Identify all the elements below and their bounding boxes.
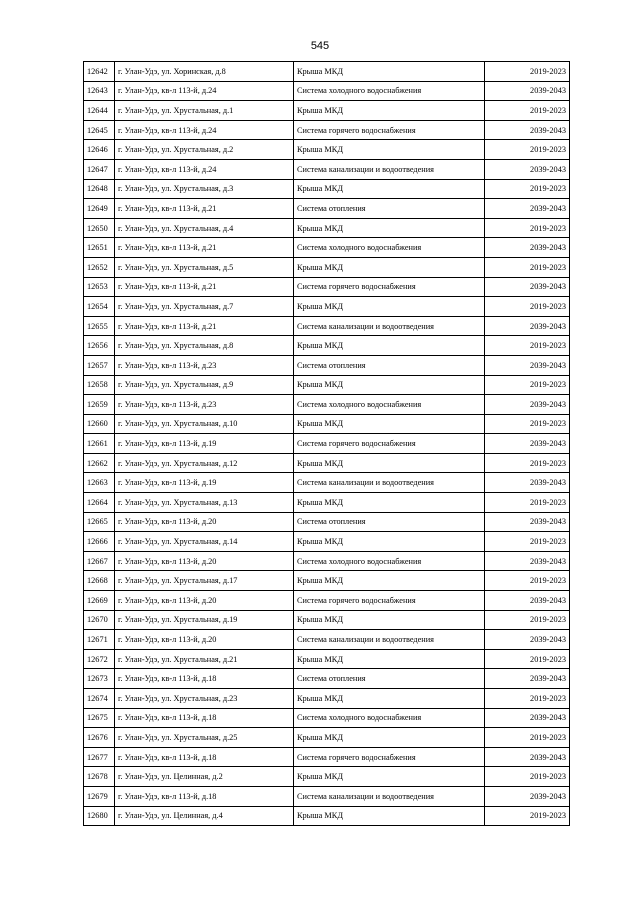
- address-cell: г. Улан-Удэ, ул. Хрустальная, д.8: [115, 336, 294, 356]
- table-row: [84, 238, 570, 258]
- repair-period-cell: 2019-2023: [485, 218, 570, 238]
- table-row: [84, 277, 570, 297]
- repair-period-cell: 2039-2043: [485, 591, 570, 611]
- row-number-cell: 12658: [84, 375, 115, 395]
- building-element-cell: Система горячего водоснабжения: [294, 591, 485, 611]
- row-number-cell: 12666: [84, 532, 115, 552]
- row-number-cell: 12644: [84, 101, 115, 121]
- building-element-cell: Крыша МКД: [294, 453, 485, 473]
- address-cell: г. Улан-Удэ, кв-л 113-й, д.20: [115, 591, 294, 611]
- address-cell: г. Улан-Удэ, кв-л 113-й, д.18: [115, 747, 294, 767]
- row-number-cell: 12670: [84, 610, 115, 630]
- table-row: [84, 336, 570, 356]
- row-number-cell: 12648: [84, 179, 115, 199]
- repair-period-cell: 2039-2043: [485, 159, 570, 179]
- address-cell: г. Улан-Удэ, ул. Хрустальная, д.10: [115, 414, 294, 434]
- table-row: [84, 786, 570, 806]
- table-row: [84, 395, 570, 415]
- repair-period-cell: 2019-2023: [485, 453, 570, 473]
- building-element-cell: Система горячего водоснабжения: [294, 277, 485, 297]
- building-element-cell: Система холодного водоснабжения: [294, 395, 485, 415]
- building-element-cell: Крыша МКД: [294, 532, 485, 552]
- address-cell: г. Улан-Удэ, кв-л 113-й, д.21: [115, 277, 294, 297]
- address-cell: г. Улан-Удэ, кв-л 113-й, д.23: [115, 395, 294, 415]
- building-element-cell: Система холодного водоснабжения: [294, 708, 485, 728]
- building-element-cell: Крыша МКД: [294, 806, 485, 826]
- row-number-cell: 12642: [84, 62, 115, 82]
- address-cell: г. Улан-Удэ, кв-л 113-й, д.19: [115, 434, 294, 454]
- repair-period-cell: 2019-2023: [485, 336, 570, 356]
- address-cell: г. Улан-Удэ, кв-л 113-й, д.20: [115, 630, 294, 650]
- address-cell: г. Улан-Удэ, ул. Хрустальная, д.9: [115, 375, 294, 395]
- row-number-cell: 12676: [84, 728, 115, 748]
- row-number-cell: 12679: [84, 786, 115, 806]
- building-element-cell: Крыша МКД: [294, 257, 485, 277]
- table-row: [84, 591, 570, 611]
- repair-period-cell: 2019-2023: [485, 767, 570, 787]
- row-number-cell: 12680: [84, 806, 115, 826]
- repair-period-cell: 2039-2043: [485, 551, 570, 571]
- row-number-cell: 12646: [84, 140, 115, 160]
- building-element-cell: Система канализации и водоотведения: [294, 786, 485, 806]
- table-row: [84, 355, 570, 375]
- row-number-cell: 12649: [84, 199, 115, 219]
- repair-period-cell: 2039-2043: [485, 434, 570, 454]
- address-cell: г. Улан-Удэ, кв-л 113-й, д.19: [115, 473, 294, 493]
- address-cell: г. Улан-Удэ, кв-л 113-й, д.18: [115, 786, 294, 806]
- building-element-cell: Крыша МКД: [294, 649, 485, 669]
- row-number-cell: 12677: [84, 747, 115, 767]
- address-cell: г. Улан-Удэ, кв-л 113-й, д.21: [115, 238, 294, 258]
- table-row: [84, 747, 570, 767]
- building-element-cell: Система канализации и водоотведения: [294, 316, 485, 336]
- row-number-cell: 12651: [84, 238, 115, 258]
- repair-period-cell: 2019-2023: [485, 375, 570, 395]
- building-element-cell: Крыша МКД: [294, 728, 485, 748]
- table-row: [84, 473, 570, 493]
- table-row: [84, 689, 570, 709]
- address-cell: г. Улан-Удэ, кв-л 113-й, д.18: [115, 708, 294, 728]
- building-element-cell: Система отопления: [294, 669, 485, 689]
- repair-period-cell: 2039-2043: [485, 81, 570, 101]
- table-row: [84, 316, 570, 336]
- row-number-cell: 12657: [84, 355, 115, 375]
- row-number-cell: 12650: [84, 218, 115, 238]
- repair-period-cell: 2019-2023: [485, 806, 570, 826]
- row-number-cell: 12661: [84, 434, 115, 454]
- building-element-cell: Система канализации и водоотведения: [294, 473, 485, 493]
- row-number-cell: 12662: [84, 453, 115, 473]
- table-row: [84, 767, 570, 787]
- table-row: [84, 649, 570, 669]
- building-element-cell: Крыша МКД: [294, 375, 485, 395]
- repair-period-cell: 2019-2023: [485, 414, 570, 434]
- repair-period-cell: 2039-2043: [485, 199, 570, 219]
- building-element-cell: Крыша МКД: [294, 767, 485, 787]
- repair-period-cell: 2039-2043: [485, 630, 570, 650]
- address-cell: г. Улан-Удэ, ул. Хрустальная, д.5: [115, 257, 294, 277]
- building-element-cell: Крыша МКД: [294, 689, 485, 709]
- table-row: [84, 179, 570, 199]
- building-element-cell: Система канализации и водоотведения: [294, 159, 485, 179]
- address-cell: г. Улан-Удэ, ул. Целинная, д.2: [115, 767, 294, 787]
- repair-period-cell: 2019-2023: [485, 140, 570, 160]
- building-element-cell: Система горячего водоснабжения: [294, 434, 485, 454]
- row-number-cell: 12663: [84, 473, 115, 493]
- row-number-cell: 12667: [84, 551, 115, 571]
- address-cell: г. Улан-Удэ, ул. Хрустальная, д.4: [115, 218, 294, 238]
- table-body: [84, 62, 570, 826]
- table-row: [84, 453, 570, 473]
- row-number-cell: 12664: [84, 493, 115, 513]
- building-element-cell: Система отопления: [294, 512, 485, 532]
- address-cell: г. Улан-Удэ, кв-л 113-й, д.21: [115, 199, 294, 219]
- building-element-cell: Система холодного водоснабжения: [294, 238, 485, 258]
- table-row: [84, 512, 570, 532]
- row-number-cell: 12653: [84, 277, 115, 297]
- row-number-cell: 12668: [84, 571, 115, 591]
- address-cell: г. Улан-Удэ, кв-л 113-й, д.23: [115, 355, 294, 375]
- building-element-cell: Крыша МКД: [294, 101, 485, 121]
- repair-schedule-table: [83, 61, 570, 826]
- address-cell: г. Улан-Удэ, кв-л 113-й, д.24: [115, 159, 294, 179]
- table-row: [84, 62, 570, 82]
- repair-period-cell: 2039-2043: [485, 277, 570, 297]
- table-row: [84, 218, 570, 238]
- repair-period-cell: 2019-2023: [485, 179, 570, 199]
- building-element-cell: Крыша МКД: [294, 62, 485, 82]
- table-row: [84, 532, 570, 552]
- repair-period-cell: 2039-2043: [485, 512, 570, 532]
- table-row: [84, 630, 570, 650]
- table-row: [84, 493, 570, 513]
- row-number-cell: 12647: [84, 159, 115, 179]
- building-element-cell: Система отопления: [294, 355, 485, 375]
- building-element-cell: Система горячего водоснабжения: [294, 747, 485, 767]
- repair-period-cell: 2039-2043: [485, 120, 570, 140]
- row-number-cell: 12674: [84, 689, 115, 709]
- row-number-cell: 12652: [84, 257, 115, 277]
- repair-period-cell: 2019-2023: [485, 649, 570, 669]
- row-number-cell: 12665: [84, 512, 115, 532]
- building-element-cell: Крыша МКД: [294, 336, 485, 356]
- address-cell: г. Улан-Удэ, ул. Целинная, д.4: [115, 806, 294, 826]
- table-row: [84, 708, 570, 728]
- repair-period-cell: 2039-2043: [485, 473, 570, 493]
- building-element-cell: Система холодного водоснабжения: [294, 81, 485, 101]
- table-row: [84, 806, 570, 826]
- table-row: [84, 257, 570, 277]
- building-element-cell: Крыша МКД: [294, 571, 485, 591]
- address-cell: г. Улан-Удэ, кв-л 113-й, д.24: [115, 81, 294, 101]
- table-row: [84, 120, 570, 140]
- repair-period-cell: 2039-2043: [485, 316, 570, 336]
- address-cell: г. Улан-Удэ, кв-л 113-й, д.21: [115, 316, 294, 336]
- address-cell: г. Улан-Удэ, ул. Хрустальная, д.2: [115, 140, 294, 160]
- building-element-cell: Крыша МКД: [294, 179, 485, 199]
- address-cell: г. Улан-Удэ, кв-л 113-й, д.24: [115, 120, 294, 140]
- table-row: [84, 297, 570, 317]
- table-row: [84, 551, 570, 571]
- repair-period-cell: 2019-2023: [485, 610, 570, 630]
- building-element-cell: Система холодного водоснабжения: [294, 551, 485, 571]
- building-element-cell: Крыша МКД: [294, 297, 485, 317]
- building-element-cell: Система отопления: [294, 199, 485, 219]
- address-cell: г. Улан-Удэ, ул. Хрустальная, д.23: [115, 689, 294, 709]
- table-row: [84, 81, 570, 101]
- row-number-cell: 12654: [84, 297, 115, 317]
- address-cell: г. Улан-Удэ, ул. Хрустальная, д.14: [115, 532, 294, 552]
- table-row: [84, 669, 570, 689]
- address-cell: г. Улан-Удэ, ул. Хоринская, д.8: [115, 62, 294, 82]
- row-number-cell: 12660: [84, 414, 115, 434]
- building-element-cell: Крыша МКД: [294, 610, 485, 630]
- building-element-cell: Система канализации и водоотведения: [294, 630, 485, 650]
- address-cell: г. Улан-Удэ, ул. Хрустальная, д.3: [115, 179, 294, 199]
- repair-period-cell: 2019-2023: [485, 728, 570, 748]
- table-row: [84, 159, 570, 179]
- row-number-cell: 12655: [84, 316, 115, 336]
- address-cell: г. Улан-Удэ, кв-л 113-й, д.20: [115, 512, 294, 532]
- table-row: [84, 140, 570, 160]
- table-row: [84, 414, 570, 434]
- table-row: [84, 375, 570, 395]
- address-cell: г. Улан-Удэ, ул. Хрустальная, д.7: [115, 297, 294, 317]
- table-row: [84, 571, 570, 591]
- repair-period-cell: 2019-2023: [485, 689, 570, 709]
- repair-period-cell: 2039-2043: [485, 786, 570, 806]
- row-number-cell: 12678: [84, 767, 115, 787]
- address-cell: г. Улан-Удэ, кв-л 113-й, д.20: [115, 551, 294, 571]
- building-element-cell: Крыша МКД: [294, 140, 485, 160]
- page-number: 545: [310, 40, 330, 52]
- building-element-cell: Система горячего водоснабжения: [294, 120, 485, 140]
- repair-period-cell: 2039-2043: [485, 669, 570, 689]
- repair-period-cell: 2039-2043: [485, 355, 570, 375]
- repair-period-cell: 2019-2023: [485, 101, 570, 121]
- row-number-cell: 12672: [84, 649, 115, 669]
- address-cell: г. Улан-Удэ, ул. Хрустальная, д.21: [115, 649, 294, 669]
- row-number-cell: 12645: [84, 120, 115, 140]
- address-cell: г. Улан-Удэ, ул. Хрустальная, д.12: [115, 453, 294, 473]
- repair-period-cell: 2039-2043: [485, 708, 570, 728]
- repair-period-cell: 2019-2023: [485, 297, 570, 317]
- row-number-cell: 12675: [84, 708, 115, 728]
- row-number-cell: 12643: [84, 81, 115, 101]
- building-element-cell: Крыша МКД: [294, 414, 485, 434]
- repair-period-cell: 2019-2023: [485, 62, 570, 82]
- row-number-cell: 12671: [84, 630, 115, 650]
- address-cell: г. Улан-Удэ, ул. Хрустальная, д.13: [115, 493, 294, 513]
- row-number-cell: 12656: [84, 336, 115, 356]
- row-number-cell: 12673: [84, 669, 115, 689]
- table-row: [84, 434, 570, 454]
- address-cell: г. Улан-Удэ, ул. Хрустальная, д.25: [115, 728, 294, 748]
- table-row: [84, 101, 570, 121]
- building-element-cell: Крыша МКД: [294, 218, 485, 238]
- repair-period-cell: 2019-2023: [485, 532, 570, 552]
- repair-period-cell: 2039-2043: [485, 238, 570, 258]
- table-row: [84, 199, 570, 219]
- address-cell: г. Улан-Удэ, ул. Хрустальная, д.17: [115, 571, 294, 591]
- address-cell: г. Улан-Удэ, ул. Хрустальная, д.19: [115, 610, 294, 630]
- building-element-cell: Крыша МКД: [294, 493, 485, 513]
- row-number-cell: 12659: [84, 395, 115, 415]
- table-row: [84, 728, 570, 748]
- repair-period-cell: 2019-2023: [485, 571, 570, 591]
- repair-period-cell: 2039-2043: [485, 747, 570, 767]
- row-number-cell: 12669: [84, 591, 115, 611]
- repair-period-cell: 2039-2043: [485, 395, 570, 415]
- address-cell: г. Улан-Удэ, кв-л 113-й, д.18: [115, 669, 294, 689]
- repair-period-cell: 2019-2023: [485, 493, 570, 513]
- repair-period-cell: 2019-2023: [485, 257, 570, 277]
- address-cell: г. Улан-Удэ, ул. Хрустальная, д.1: [115, 101, 294, 121]
- table-row: [84, 610, 570, 630]
